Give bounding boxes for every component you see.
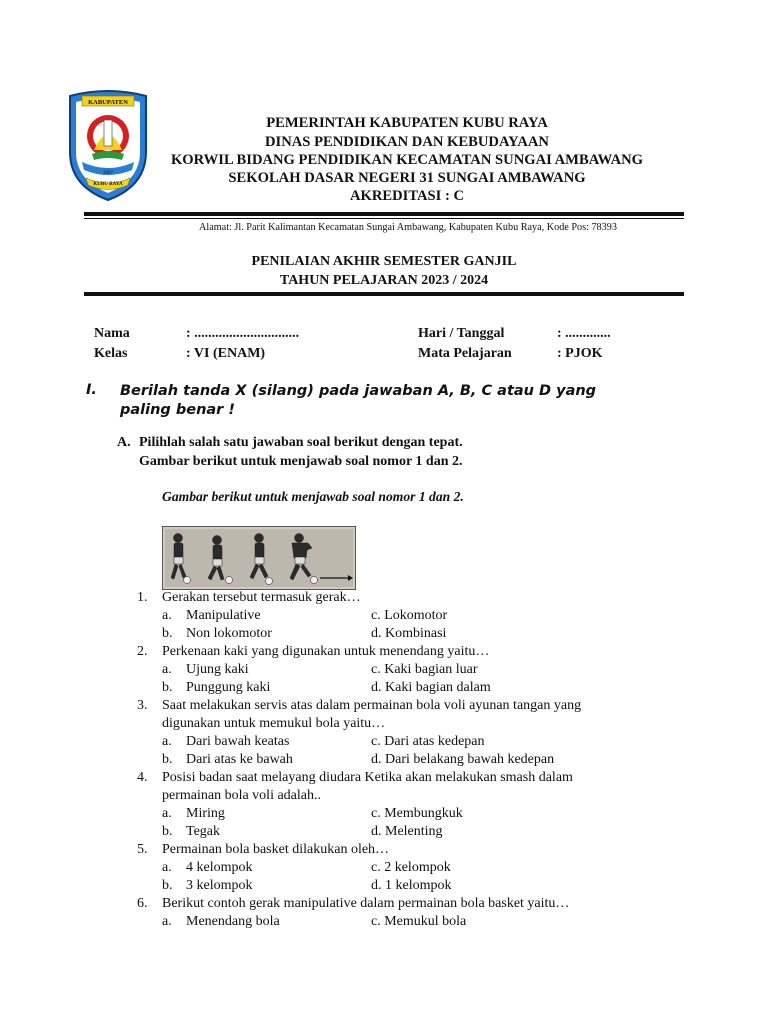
subject-value: : PJOK <box>557 346 603 361</box>
option-text: Dari bawah keatas <box>186 734 290 749</box>
name-label: Nama <box>94 326 130 341</box>
option-text: Menendang bola <box>186 914 280 929</box>
option-text-right: c. 2 kelompok <box>371 860 451 875</box>
question-number: 4. <box>137 770 148 785</box>
exam-title: PENILAIAN AKHIR SEMESTER GANJIL <box>251 254 517 269</box>
question-text: Perkenaan kaki yang digunakan untuk menendang yaitu… <box>162 644 490 659</box>
option-text: Miring <box>186 806 225 821</box>
class-label: Kelas <box>94 346 128 361</box>
option-letter: b. <box>162 878 173 893</box>
section-number: I. <box>86 382 97 398</box>
option-text: Tegak <box>186 824 221 839</box>
header-line-4: SEKOLAH DASAR NEGERI 31 SUNGAI AMBAWANG <box>228 170 586 186</box>
subsection-letter: A. <box>117 435 131 450</box>
option-text: Manipulative <box>186 608 261 623</box>
option-text: Non lokomotor <box>186 626 272 641</box>
option-text-right: c. Kaki bagian luar <box>371 662 478 677</box>
option-letter: a. <box>162 914 172 929</box>
question-text: Gerakan tersebut termasuk gerak… <box>162 590 361 605</box>
option-text: Ujung kaki <box>186 662 249 677</box>
question-text: Berikut contoh gerak manipulative dalam permainan bola basket yaitu… <box>162 896 570 911</box>
header-line-5: AKREDITASI : C <box>349 188 465 204</box>
image-caption: Gambar berikut untuk menjawab soal nomor 1 dan 2. <box>162 489 464 504</box>
logo-text-bottom: KUBU RAYA <box>93 182 123 187</box>
option-text-right: c. Memukul bola <box>371 914 467 929</box>
option-text-right: d. 1 kelompok <box>371 878 452 893</box>
option-text-right: d. Melenting <box>371 824 443 839</box>
header-line-2: DINAS PENDIDIKAN DAN KEBUDAYAAN <box>265 134 549 150</box>
dribbling-illustration <box>162 526 356 590</box>
header-line-3: KORWIL BIDANG PENDIDIKAN KECAMATAN SUNGAI AMBAWANG <box>170 152 644 168</box>
exam-year: TAHUN PELAJARAN 2023 / 2024 <box>279 273 489 288</box>
option-text: Punggung kaki <box>186 680 271 695</box>
option-letter: a. <box>162 608 172 623</box>
section-instruction <box>120 382 660 420</box>
option-letter: b. <box>162 680 173 695</box>
question-number: 3. <box>137 698 148 713</box>
option-text-right: d. Kaki bagian dalam <box>371 680 491 695</box>
question-text: Posisi badan saat melayang diudara Ketika akan melakukan smash dalam <box>162 770 573 785</box>
logo-text-top: KABUPATEN <box>88 99 128 106</box>
kubu-raya-logo <box>64 90 152 202</box>
option-letter: b. <box>162 752 173 767</box>
question-text: permainan bola voli adalah.. <box>162 788 321 803</box>
question-text: Saat melakukan servis atas dalam permainan bola voli ayunan tangan yang <box>162 698 582 713</box>
option-text: Dari atas ke bawah <box>186 752 293 767</box>
subsection-line-1: Pilihlah salah satu jawaban soal berikut dengan tepat. <box>139 435 463 450</box>
subject-label: Mata Pelajaran <box>418 346 512 361</box>
subsection-line-2: Gambar berikut untuk menjawab soal nomor 1 dan 2. <box>139 454 463 469</box>
header-divider-thick <box>84 212 684 216</box>
name-value: : .............................. <box>186 326 300 341</box>
title-divider <box>84 292 684 296</box>
question-number: 5. <box>137 842 148 857</box>
question-text: Permainan bola basket dilakukan oleh… <box>162 842 390 857</box>
option-letter: b. <box>162 626 173 641</box>
header-divider-thin <box>84 218 684 219</box>
question-text: digunakan untuk memukul bola yaitu… <box>162 716 386 731</box>
class-value: : VI (ENAM) <box>186 346 266 361</box>
header-line-1: PEMERINTAH KABUPATEN KUBU RAYA <box>266 115 548 131</box>
question-number: 2. <box>137 644 148 659</box>
logo-year: 2007 <box>103 171 113 176</box>
option-text: 4 kelompok <box>186 860 253 875</box>
question-number: 6. <box>137 896 148 911</box>
instruction-line-1: Berilah tanda X (silang) pada jawaban A, B, C atau D yang <box>120 383 597 399</box>
option-letter: a. <box>162 806 172 821</box>
option-letter: a. <box>162 860 172 875</box>
instruction-line-2: paling benar ! <box>120 402 235 418</box>
option-letter: b. <box>162 824 173 839</box>
day-label: Hari / Tanggal <box>418 326 505 341</box>
option-text-right: c. Dari atas kedepan <box>371 734 485 749</box>
day-value: : ............. <box>557 326 611 341</box>
question-number: 1. <box>137 590 148 605</box>
option-text-right: c. Membungkuk <box>371 806 463 821</box>
school-address: Alamat: Jl. Parit Kalimantan Kecamatan Sungai Ambawang, Kabupaten Kubu Raya, Kode Pos: 78393 <box>199 222 617 233</box>
option-text: 3 kelompok <box>186 878 253 893</box>
option-letter: a. <box>162 662 172 677</box>
option-text-right: d. Kombinasi <box>371 626 447 641</box>
option-letter: a. <box>162 734 172 749</box>
option-text-right: d. Dari belakang bawah kedepan <box>371 752 555 767</box>
option-text-right: c. Lokomotor <box>371 608 448 623</box>
